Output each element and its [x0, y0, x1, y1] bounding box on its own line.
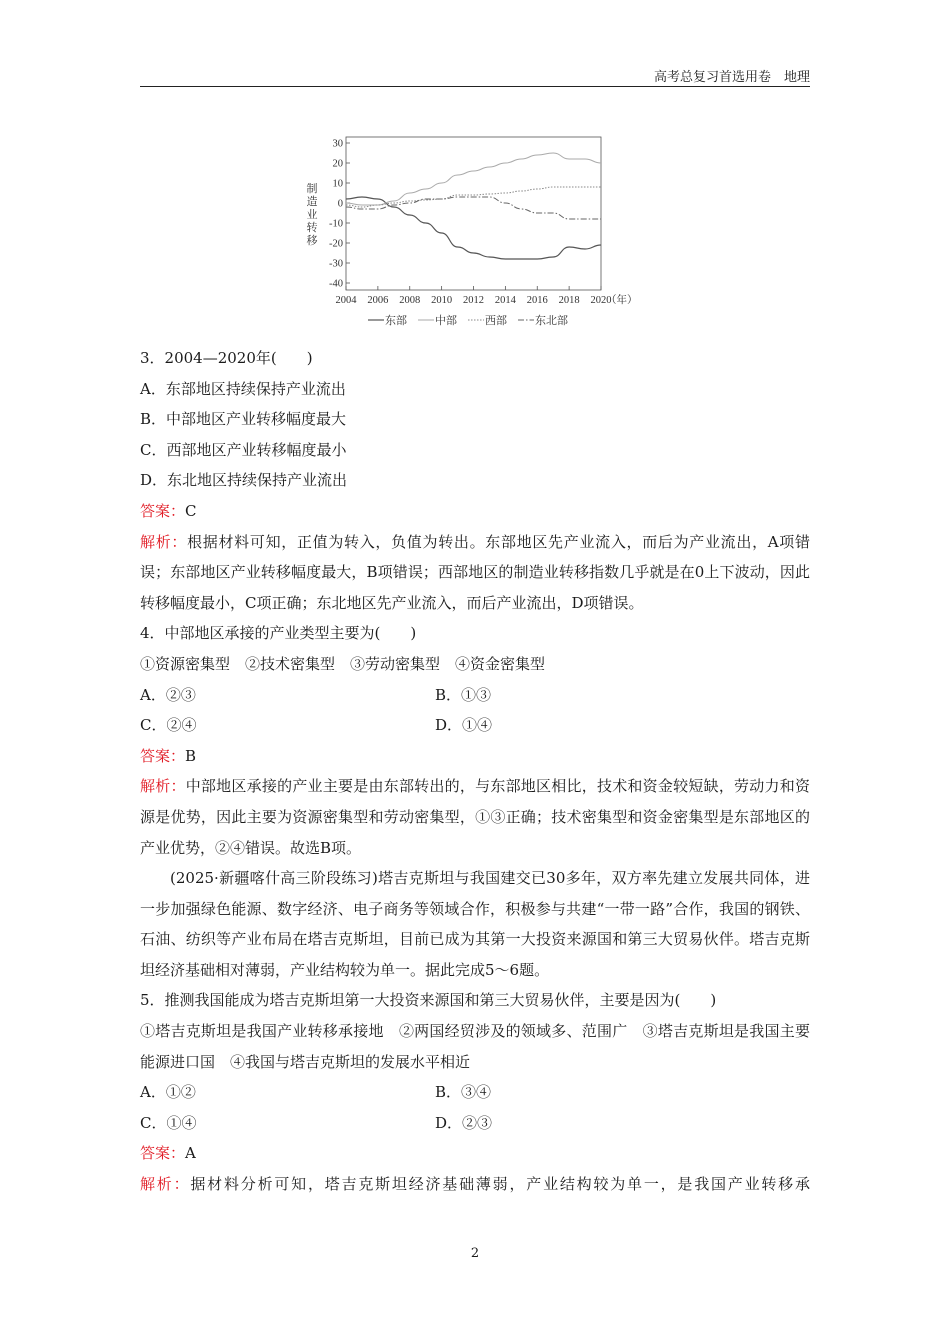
- y-tick-label: 30: [332, 138, 343, 150]
- y-axis-label-char: 移: [306, 235, 318, 247]
- header-rule: [140, 86, 810, 87]
- y-tick-label: -40: [329, 278, 343, 290]
- y-axis-label-char: 制: [306, 183, 318, 195]
- analysis-label: 解析：: [140, 532, 188, 551]
- q3-answer: 答案：C: [140, 501, 197, 520]
- q5-answer: 答案：A: [140, 1144, 196, 1163]
- q5-options-row2: C．①④ D．②③: [140, 1113, 493, 1132]
- answer-label: 答案：: [140, 501, 186, 520]
- y-axis-label-char: 转: [306, 222, 318, 234]
- q3-stem: 3．2004—2020年( ): [140, 349, 313, 367]
- q4-answer: 答案：B: [140, 746, 197, 765]
- x-axis-label: （年）: [606, 295, 638, 306]
- y-tick-label: -20: [329, 238, 343, 250]
- q3-option-c: C．西部地区产业转移幅度最小: [140, 440, 347, 459]
- x-tick-label: 2008: [399, 295, 421, 306]
- page-number: 2: [470, 1246, 480, 1261]
- y-tick-label: -10: [329, 218, 343, 230]
- legend-label: 东北部: [535, 315, 568, 327]
- x-tick-label: 2004: [335, 295, 357, 306]
- q3-option-b: B．中部地区产业转移幅度最大: [140, 410, 347, 429]
- x-tick-label: 2020: [590, 295, 612, 306]
- q5-items: ①塔吉克斯坦是我国产业转移承接地 ②两国经贸涉及的领域多、范围广 ③塔吉克斯坦是我国主要能源进口国 ④我国与塔吉克斯坦的发展水平相近: [140, 1022, 810, 1071]
- q3-option-d: D．东北地区持续保持产业流出: [140, 471, 348, 490]
- y-tick-label: 20: [332, 158, 343, 170]
- y-axis-label-char: 造: [306, 196, 318, 208]
- q3-analysis: 解析：根据材料可知，正值为转入，负值为转出。东部地区先产业流入，而后为产业流出，A项错误；东部地区产业转移幅度最大，B项错误；西部地区的制造业转移指数几乎就是在0上下波动，因此转移幅度最小，C项正确；东北地区先产业流入，而后产业流出，D项错误。: [140, 532, 810, 612]
- series-line-东部: [346, 197, 601, 259]
- q4-options-row1: A．②③ B．①③: [140, 685, 492, 704]
- y-axis-label-char: 业: [306, 209, 318, 221]
- x-tick-label: 2012: [463, 295, 484, 306]
- q5-options-row1: A．①② B．③④: [140, 1083, 492, 1102]
- plot-frame: [346, 137, 601, 290]
- y-tick-label: 0: [337, 198, 343, 210]
- q5-analysis: 解析：据材料分析可知，塔吉克斯坦经济基础薄弱，产业结构较为单一，是我国产业转移承: [140, 1175, 810, 1194]
- y-tick-label: -30: [329, 258, 343, 270]
- q3-option-a: A．东部地区持续保持产业流出: [140, 379, 346, 398]
- legend-label: 东部: [385, 315, 407, 327]
- page-header: 高考总复习首选用卷 地理: [653, 70, 810, 85]
- x-tick-label: 2018: [558, 295, 580, 306]
- x-tick-label: 2010: [431, 295, 453, 306]
- series-line-东北部: [346, 197, 601, 219]
- x-tick-label: 2014: [494, 295, 516, 306]
- manufacturing-transfer-chart: [300, 132, 660, 332]
- q4-items: ①资源密集型 ②技术密集型 ③劳动密集型 ④资金密集型: [140, 654, 546, 673]
- y-tick-label: 10: [332, 178, 343, 190]
- q4-options-row2: C．②④ D．①④: [140, 716, 493, 735]
- q4-analysis: 解析：中部地区承接的产业主要是由东部转出的，与东部地区相比，技术和资金较短缺，劳动力和资源是优势，因此主要为资源密集型和劳动密集型，①③正确；技术密集型和资金密集型是东部地区的产业优势，②④错误。故选B项。: [140, 777, 810, 857]
- legend-label: 中部: [435, 315, 457, 327]
- q5-stem: 5．推测我国能成为塔吉克斯坦第一大投资来源国和第三大贸易伙伴，主要是因为( ): [140, 991, 717, 1010]
- material-passage: (2025·新疆喀什高三阶段练习)塔吉克斯坦与我国建交已30多年，双方率先建立发展共同体，进一步加强绿色能源、数字经济、电子商务等领域合作，积极参与共建“一带一路”合作，我国的钢铁、石油、纺织等产业布局在塔吉克斯坦，目前已成为其第一大投资来源国和第三大贸易伙伴。塔吉克斯坦经济基础相对薄弱，产业结构较为单一。据此完成5～6题。: [140, 869, 810, 979]
- x-tick-label: 2016: [526, 295, 548, 306]
- legend-label: 西部: [485, 315, 507, 327]
- x-tick-label: 2006: [367, 295, 389, 306]
- q4-stem: 4．中部地区承接的产业类型主要为( ): [140, 624, 417, 643]
- document-body: [140, 343, 810, 1200]
